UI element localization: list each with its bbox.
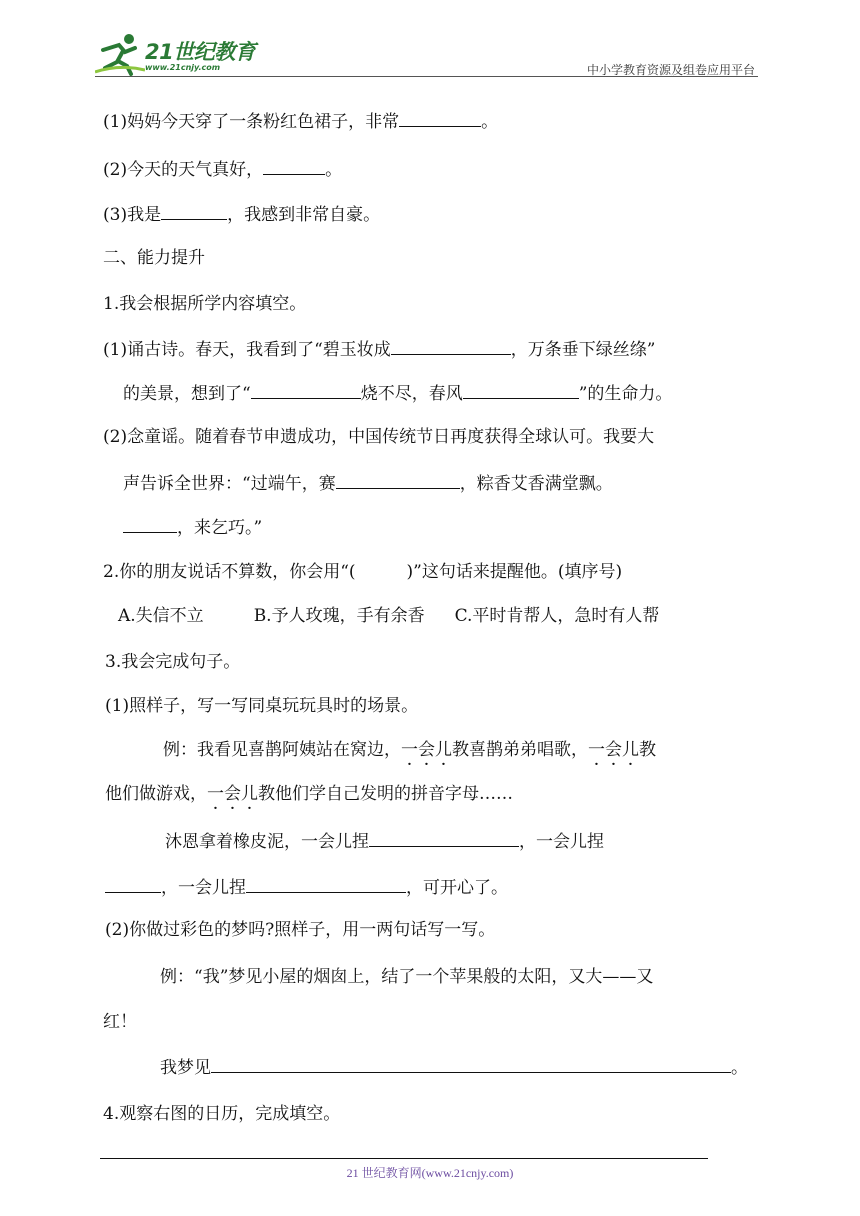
text: (1)诵古诗。春天，我看到了“碧玉妆成 <box>103 340 391 360</box>
q-1-rhyme: (2)念童谣。随着春节申遗成功，中国传统节日再度获得全球认可。我要大 <box>103 427 655 447</box>
question-3: 3.我会完成句子。 <box>105 652 241 672</box>
text: ，我感到非常自豪。 <box>227 205 381 225</box>
platform-name: 中小学教育资源及组卷应用平台 <box>586 63 755 77</box>
text: (2)今天的天气真好， <box>103 160 264 180</box>
q-1-3 <box>103 201 380 227</box>
text: 。 <box>481 112 499 132</box>
answer-blank <box>246 874 406 893</box>
q-1-2 <box>103 156 342 182</box>
page-footer: 21 世纪教育网(www.21cnjy.com) <box>346 1166 514 1180</box>
text: 声告诉全世界：“过端午，赛 <box>123 474 336 494</box>
text: ，可开心了。 <box>406 878 508 898</box>
q-3-1-example <box>163 738 656 762</box>
option-c: C.平时肯帮人，急时有人帮 <box>454 606 660 626</box>
logo-url: www.21cnjy.com <box>145 63 221 72</box>
q-3-2-answer <box>160 1054 748 1080</box>
q-3-1: (1)照样子，写一写同桌玩玩具时的场景。 <box>105 696 419 716</box>
text: ，万条垂下绿丝绦” <box>510 340 656 360</box>
answer-blank <box>369 828 519 847</box>
emphasis-dots <box>401 740 452 760</box>
answer-blank <box>463 380 579 399</box>
option-b: B.予人玫瑰，手有余香 <box>253 606 425 626</box>
answer-blank <box>251 380 361 399</box>
answer-blank <box>161 201 227 220</box>
text: 沐恩拿着橡皮泥，一会儿捏 <box>165 832 369 852</box>
logo-text: 21世纪教育 <box>145 40 256 64</box>
text: 烧不尽，春风 <box>360 384 463 404</box>
question-2: 2.你的朋友说话不算数，你会用“( )”这句话来提醒他。(填序号) <box>103 562 623 582</box>
logo <box>95 30 275 76</box>
text: 。 <box>731 1058 748 1078</box>
answer-blank <box>263 156 325 175</box>
text: 我梦见 <box>160 1058 211 1078</box>
text: ，一会儿捏 <box>161 878 246 898</box>
page-header <box>95 30 760 80</box>
text: 例：我看见喜鹊阿姨站在窝边， <box>163 740 401 760</box>
dotted-text: 一会儿 <box>207 784 258 804</box>
text: ”的生命力。 <box>578 384 673 404</box>
text: 他们做游戏， <box>105 784 207 804</box>
q-1-rhyme-end <box>123 514 262 540</box>
dotted-text: 一会儿 <box>588 740 639 760</box>
question-1: 1.我会根据所学内容填空。 <box>103 294 307 314</box>
answer-blank <box>399 108 481 127</box>
text: 教 <box>639 740 656 760</box>
footer-divider <box>100 1158 708 1159</box>
q-2-options <box>118 604 659 628</box>
answer-blank <box>123 514 177 533</box>
answer-blank <box>211 1054 731 1073</box>
option-a: A.失信不立 <box>118 606 204 626</box>
text: ，粽香艾香满堂飘。 <box>459 474 613 494</box>
q-3-1-answer <box>165 828 604 854</box>
text: ，一会儿捏 <box>519 832 604 852</box>
text: 。 <box>325 160 343 180</box>
q-1-rhyme-cont <box>123 470 613 496</box>
text: 的美景，想到了“ <box>123 384 251 404</box>
runner-logo-icon <box>95 30 145 76</box>
q-3-1-example-cont <box>105 782 513 806</box>
dotted-text: 一会儿 <box>401 740 452 760</box>
text: 教他们学自己发明的拼音字母…… <box>258 784 513 804</box>
q-1-1 <box>103 108 498 134</box>
q-3-2-example-cont: 红！ <box>103 1012 137 1032</box>
answer-blank <box>105 874 161 893</box>
question-4: 4.观察右图的日历，完成填空。 <box>103 1104 341 1124</box>
q-3-2: (2)你做过彩色的梦吗?照样子，用一两句话写一写。 <box>105 920 496 940</box>
text: (1)妈妈今天穿了一条粉红色裙子，非常 <box>103 112 400 132</box>
q-1-poem <box>103 336 655 362</box>
section-heading: 二、能力提升 <box>103 248 205 268</box>
text: (3)我是 <box>103 205 162 225</box>
answer-blank <box>391 336 511 355</box>
q-3-1-answer-cont <box>105 874 508 900</box>
q-1-poem-cont <box>123 380 672 406</box>
text: ，来乞巧。” <box>177 518 263 538</box>
q-3-2-example: 例：“我”梦见小屋的烟囱上，结了一个苹果般的太阳，又大——又 <box>160 967 654 987</box>
answer-blank <box>336 470 460 489</box>
text: 教喜鹊弟弟唱歌， <box>452 740 588 760</box>
header-divider <box>95 76 758 77</box>
